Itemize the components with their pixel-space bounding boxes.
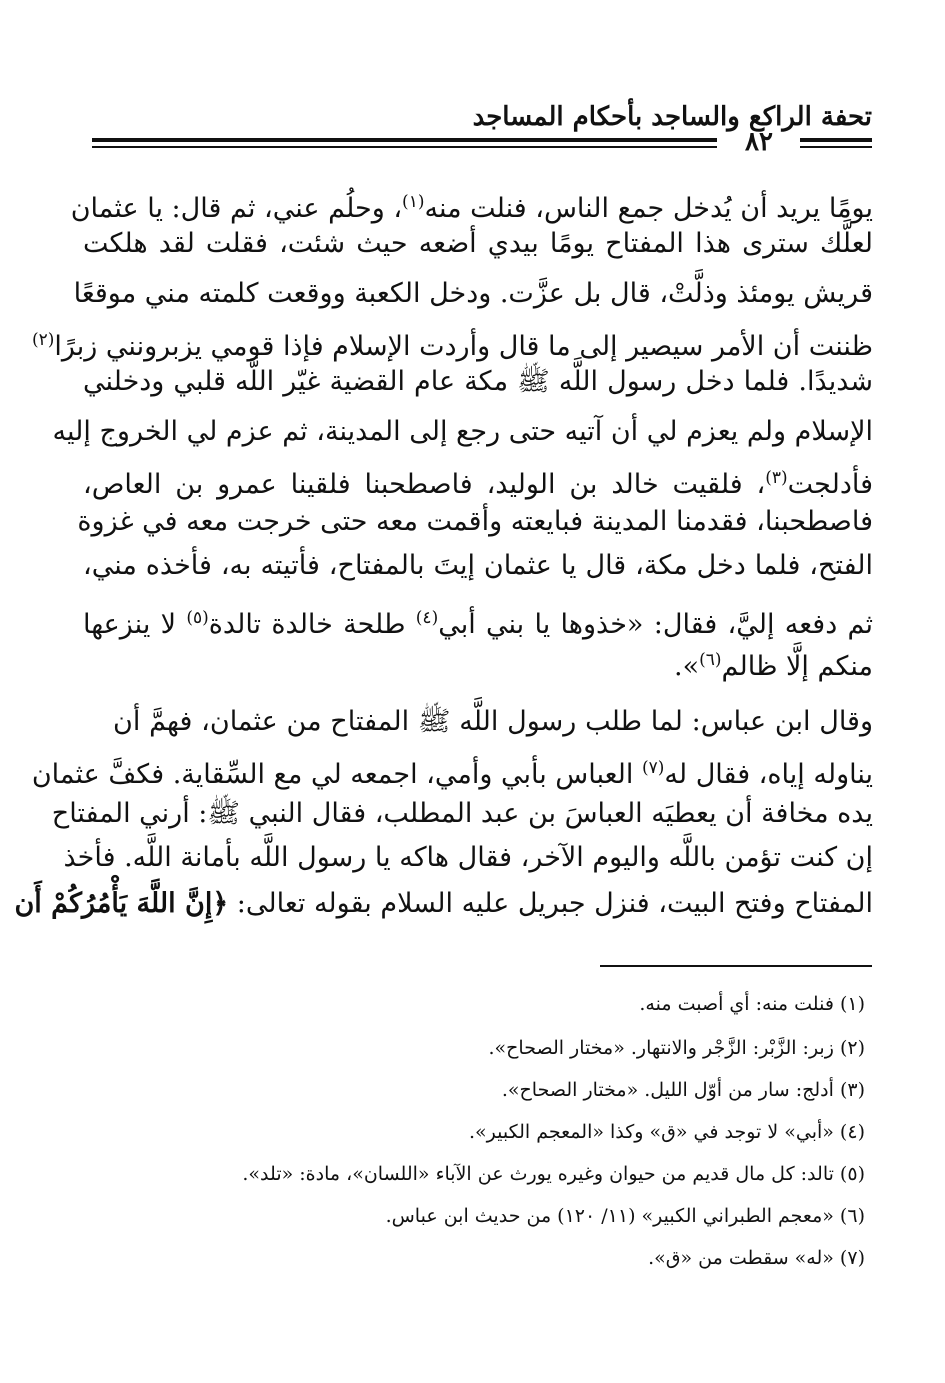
text: المفتاح وفتح البيت، فنزل جبريل عليه السلام بقوله تعالى: [228,888,873,919]
footnote-marker: (٦) [699,650,722,670]
text: لعلَّك سترى هذا المفتاح يومًا بيدي أضعه حيث شئت، فقلت لقد هلكت [83,228,873,259]
page-number: ٨٢ [745,127,773,157]
header-rule [800,138,872,142]
body-line [83,356,873,408]
text: وقال ابن عباس: لما طلب رسول اللَّه ﷺ المفتاح من عثمان، فهمَّ أن [113,706,873,737]
text: ثم دفعه إليَّ، فقال: «خذوها يا بني أبي [438,609,874,640]
body-line [83,218,873,270]
footnote: (٣) أدلج: سار من أوّل الليل. «مختار الصحاح». [501,1079,865,1101]
footnote-separator [600,965,872,967]
text: شديدًا. فلما دخل رسول اللَّه ﷺ مكة عام القضية غيّر اللَّه قلبي ودخلني [83,366,873,397]
running-title: تحفة الراكع والساجد بأحكام المساجد [472,102,872,132]
quran-verse: ﴿إِنَّ اللَّهَ يَأْمُرُكُمْ أَن [14,888,229,919]
body-line [63,832,873,884]
text: ظننت أن الأمر سيصير إلى ما قال وأردت الإسلام فإذا قومي يزبرونني زبرًا [54,331,873,362]
text: طلحة خالدة تالدة [208,609,416,640]
footnote: (١) فنلت منه: أي أصبت منه. [639,993,865,1015]
text: إن كنت تؤمن باللَّه واليوم الآخر، فقال هاكه يا رسول اللَّه بأمانة اللَّه. فأخذ [63,842,873,873]
footnote-marker: (١) [402,192,425,212]
text: يومًا يريد أن يُدخل جمع الناس، فنلت منه [424,193,873,224]
body-line [83,634,873,686]
footnote: (٢) زبر: الزَّبْر: الزَّجْر والانتهار. «مختار الصحاح». [488,1037,865,1059]
body-line [113,696,873,748]
text: العباس بأبي وأمي، اجمعه لي مع السِّقاية. فكفَّ عثمان [31,759,642,790]
text: قريش يومئذ وذلَّتْ، قال بل عزَّت. ودخل الكعبة ووقعت كلمته مني موقعًا [73,278,873,309]
body-line [31,742,873,794]
footnote-marker: (٣) [765,468,788,488]
header-rule [92,138,717,142]
body-line [83,540,873,592]
text: ، فلقيت خالد بن الوليد، فاصطحبنا فلقينا عمرو بن العاص، [83,469,766,500]
body-line [14,878,873,930]
footnote: (٥) تالد: كل مال قديم من حيوان وغيره يورث عن الآباء «اللسان»، مادة: «تلد». [242,1163,865,1185]
header-rule [92,146,717,148]
body-line [73,268,873,320]
text: يناوله إياه، فقال له [664,759,873,790]
text: الإسلام ولم يعزم لي أن آتيه حتى رجع إلى المدينة، ثم عزم لي الخروج إليه [52,416,873,447]
footnote-marker: (٧) [641,758,665,778]
footnote-marker: (٢) [31,330,55,350]
footnote: (٧) «له» سقطت من «ق». [648,1247,865,1269]
text: ، وحلُم عني، ثم قال: يا عثمان [70,193,403,224]
text: فأدلجت [787,469,873,500]
text: الفتح، فلما دخل مكة، قال يا عثمان إيتَ بالمفتاح، فأتيته به، فأخذه مني، [83,550,873,581]
body-line [52,406,873,458]
text: ». [674,651,700,682]
text: فاصطحبنا، فقدمنا المدينة فبايعته وأقمت معه حتى خرجت معه في غزوة [77,506,873,537]
footnote-marker: (٤) [415,608,439,628]
footnote-marker: (٥) [186,608,209,628]
footnote: (٤) «أبي» لا توجد في «ق» وكذا «المعجم الكبير». [469,1121,865,1143]
text: لا ينزعها [83,609,187,640]
header-rule [800,146,872,148]
text: منكم إلَّا ظالم [721,651,873,682]
text: يده مخافة أن يعطيَه العباسَ بن عبد المطلب، فقال النبي ﷺ: أرني المفتاح [51,798,873,829]
footnote: (٦) «معجم الطبراني الكبير» (١١/ ١٢٠) من حديث ابن عباس. [385,1205,865,1227]
